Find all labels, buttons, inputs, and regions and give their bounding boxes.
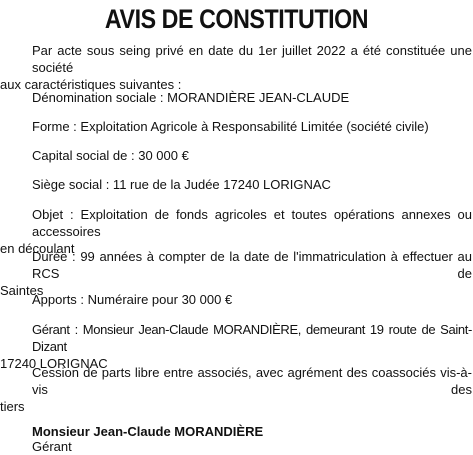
siege-line: Siège social : 11 rue de la Judée 17240 LORIGNAC <box>32 177 331 192</box>
signatory-name: Monsieur Jean-Claude MORANDIÈRE <box>32 424 264 439</box>
cession-paragraph <box>0 364 472 415</box>
gerant-line-1: Gérant : Monsieur Jean-Claude MORANDIÈRE, demeurant 19 route de Saint-Dizant <box>32 322 472 354</box>
duree-line-2: Saintes <box>0 283 44 298</box>
objet-line-2: en découlant <box>0 241 75 256</box>
cession-line-1: Cession de parts libre entre associés, avec agrément des coassociés vis-à-vis des <box>32 365 472 397</box>
apports-line: Apports : Numéraire pour 30 000 € <box>32 292 233 307</box>
duree-line-1: Durée : 99 années à compter de la date de l'immatriculation à effectuer au RCS de <box>32 249 472 281</box>
intro-paragraph <box>0 42 472 93</box>
denomination-line: Dénomination sociale : MORANDIÈRE JEAN-CLAUDE <box>32 90 350 105</box>
objet-line-1: Objet : Exploitation de fonds agricoles et toutes opérations annexes ou accessoires <box>32 207 472 239</box>
intro-line-1: Par acte sous seing privé en date du 1er juillet 2022 a été constituée une société <box>32 43 472 75</box>
capital-line: Capital social de : 30 000 € <box>32 148 189 163</box>
gerant-line-2: 17240 LORIGNAC <box>0 356 108 371</box>
cession-line-2: tiers <box>0 399 25 414</box>
notice-title: AVIS DE CONSTITUTION <box>104 4 369 34</box>
intro-line-2: aux caractéristiques suivantes : <box>0 77 182 92</box>
forme-line: Forme : Exploitation Agricole à Responsabilité Limitée (société civile) <box>32 119 429 134</box>
signatory-role: Gérant <box>32 439 72 454</box>
